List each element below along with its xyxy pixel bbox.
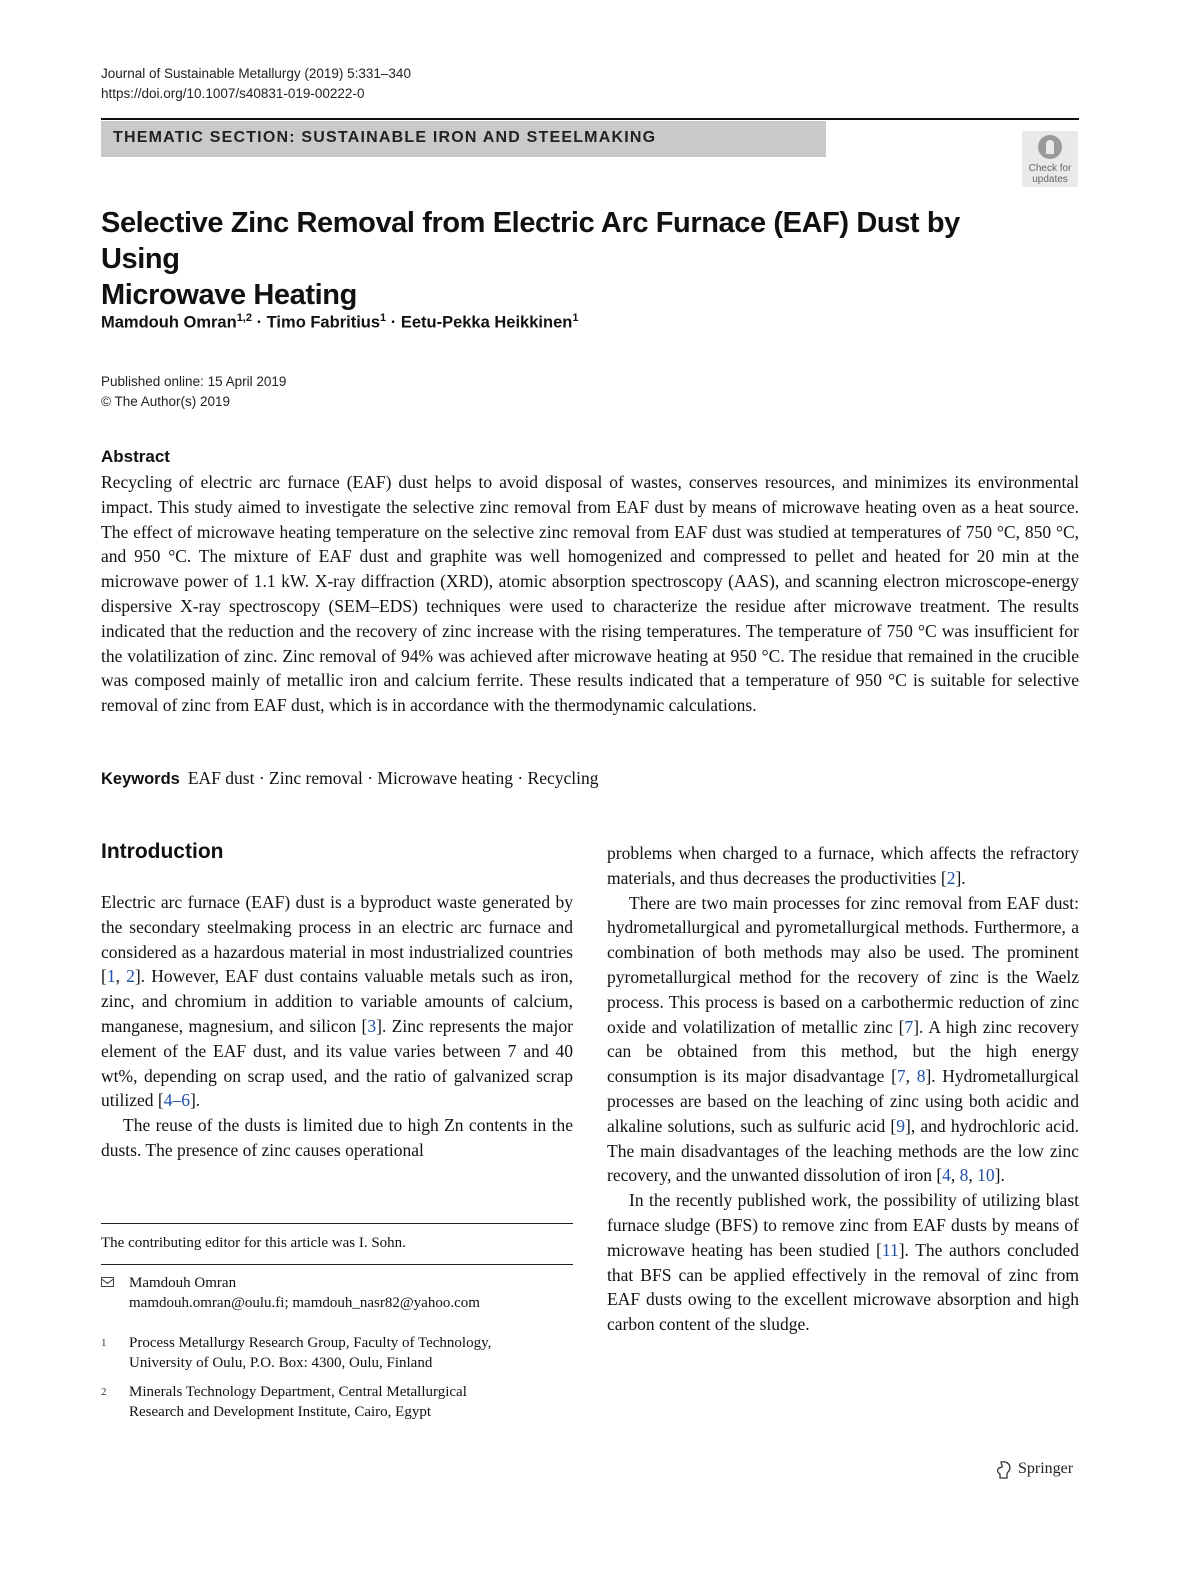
affiliation-line: Minerals Technology Department, Central Metallurgical bbox=[129, 1384, 467, 1400]
journal-citation: Journal of Sustainable Metallurgy (2019) 5:331–340 bbox=[101, 66, 411, 81]
paragraph: The reuse of the dusts is limited due to high Zn contents in the dusts. The presence of zinc causes operational bbox=[101, 1115, 573, 1160]
paragraph: problems when charged to a furnace, which affects the refractory materials, and thus decreases the productivities [2]. bbox=[607, 843, 1079, 888]
publisher-name: Springer bbox=[1018, 1460, 1074, 1477]
keywords-label: Keywords bbox=[101, 770, 180, 788]
affiliation-mark: 2 bbox=[101, 1386, 107, 1398]
author-name[interactable]: Timo Fabritius bbox=[266, 313, 381, 332]
left-column bbox=[101, 890, 573, 1163]
affiliation-line: University of Oulu, P.O. Box: 4300, Oulu, Finland bbox=[129, 1355, 433, 1371]
springer-horse-icon bbox=[995, 1460, 1013, 1480]
corresponding-name: Mamdouh Omran bbox=[129, 1275, 237, 1291]
right-column bbox=[607, 841, 1079, 1337]
author-name[interactable]: Eetu-Pekka Heikkinen bbox=[400, 313, 573, 332]
citation-link[interactable]: 7 bbox=[904, 1016, 914, 1037]
doi-link[interactable]: https://doi.org/10.1007/s40831-019-00222-0 bbox=[101, 86, 365, 101]
affiliation-line: Process Metallurgy Research Group, Faculty of Technology, bbox=[129, 1335, 492, 1351]
abstract-text: Recycling of electric arc furnace (EAF) dust helps to avoid disposal of wastes, conserves resources, and minimizes its environmental impact. This study aimed to investigate the selective zinc removal from EAF dust by means of microwave heating oven as a heat source. The effect of microwave heating temperature on the selective zinc removal from EAF dust was studied at temperatures of 750 °C, 850 °C, and 950 °C. The mixture of EAF dust and graphite was well homogenized and compressed to pellet and heated for 20 min at the microwave power of 1.1 kW. X-ray diffraction (XRD), atomic absorption spectroscopy (AAS), and scanning electron microscope-energy dispersive X-ray spectroscopy (SEM–EDS) techniques were used to characterize the residue after microwave treatment. The results indicated that the reduction and the recovery of zinc increase with the rising temperatures. The temperature of 750 °C was insufficient for the volatilization of zinc. Zinc removal of 94% was achieved after microwave heating at 950 °C. The residue that remained in the crucible was composed mainly of metallic iron and calcium ferrite. These results indicated that a temperature of 950 °C is suitable for selective removal of zinc from EAF dust, which is in accordance with the thermodynamic calculations. bbox=[101, 472, 1079, 716]
paragraph: There are two main processes for zinc removal from EAF dust: hydrometallurgical and pyrometallurgical methods. Furthermore, a combination of both methods may also be used. The prominent pyrometallurgical method for the recovery of zinc is the Waelz process. This process is based on a carbothermic reduction of zinc oxide and volatilization of metallic zinc [7]. A high zinc recovery can be obtained from this method, but the high energy consumption is its major disadvantage [7, 8]. Hydrometallurgical processes are based on the leaching of zinc using both acidic and alkaline solutions, such as sulfuric acid [9], and hydrochloric acid. The main disadvantages of the leaching methods are the low zinc recovery, and the unwanted dissolution of iron [4, 8, 10]. bbox=[607, 892, 1080, 1186]
introduction-heading: Introduction bbox=[101, 840, 224, 863]
author-name[interactable]: Mamdouh Omran bbox=[101, 313, 237, 332]
citation-link[interactable]: 8 bbox=[959, 1165, 969, 1186]
citation-link[interactable]: 2 bbox=[126, 966, 135, 987]
section-label: THEMATIC SECTION: SUSTAINABLE IRON AND STEELMAKING bbox=[113, 129, 657, 146]
check-for-updates-label: Check for updates bbox=[1028, 163, 1072, 185]
author-list: Mamdouh Omran$^{1,2}$ · Timo Fabritius$^1$ · Eetu-Pekka Heikkinen$^1$ bbox=[101, 312, 579, 332]
abstract-heading: Abstract bbox=[101, 447, 170, 466]
bookmark-icon bbox=[1038, 135, 1062, 159]
citation-link[interactable]: 8 bbox=[916, 1066, 926, 1087]
citation-link[interactable]: 11 bbox=[881, 1239, 899, 1260]
affiliation-line: Research and Development Institute, Cairo, Egypt bbox=[129, 1404, 431, 1420]
article-title: Selective Zinc Removal from Electric Arc Furnace (EAF) Dust by Using Microwave Heating bbox=[101, 207, 960, 311]
footnote-rule bbox=[101, 1223, 573, 1224]
author-affiliation: 1,2 bbox=[236, 312, 252, 324]
corresponding-author bbox=[101, 1273, 573, 1313]
citation-link[interactable]: 3 bbox=[367, 1015, 377, 1036]
affiliation-1 bbox=[101, 1333, 573, 1373]
publication-info bbox=[101, 372, 286, 412]
published-date: Published online: 15 April 2019 bbox=[101, 374, 287, 389]
paragraph: In the recently published work, the possibility of utilizing blast furnace sludge (BFS) to remove zinc from EAF dusts by means of microwave heating has been studied [11]. The authors concluded that BFS can be applied effectively in the removal of zinc from EAF dusts owing to the excellent microwave absorption and high carbon content of the sludge. bbox=[607, 1190, 1079, 1335]
author-affiliation: 1 bbox=[380, 312, 387, 324]
citation-link[interactable]: 1 bbox=[106, 966, 116, 987]
affiliation-2 bbox=[101, 1382, 573, 1422]
journal-header bbox=[101, 64, 411, 104]
affiliation-mark: 1 bbox=[101, 1337, 107, 1349]
paragraph: Electric arc furnace (EAF) dust is a byproduct waste generated by the secondary steelmaking process in an electric arc furnace and considered as a hazardous material in most industrialized countries [1, 2]. However, EAF dust contains valuable metals such as iron, zinc, and chromium in addition to variable amounts of calcium, manganese, magnesium, and silicon [3]. Zinc represents the major element of the EAF dust, and its value varies between 7 and 40 wt%, depending on scrap used, and the ratio of galvanized scrap utilized [4–6]. bbox=[101, 892, 573, 1111]
envelope-icon bbox=[101, 1277, 114, 1287]
copyright: © The Author(s) 2019 bbox=[101, 394, 231, 409]
citation-link[interactable]: 4–6 bbox=[163, 1090, 190, 1111]
corresponding-emails[interactable]: mamdouh.omran@oulu.fi; mamdouh_nasr82@yahoo.com bbox=[129, 1295, 480, 1311]
citation-link[interactable]: 7 bbox=[896, 1066, 906, 1087]
section-banner bbox=[101, 121, 826, 157]
citation-link[interactable]: 10 bbox=[977, 1165, 995, 1186]
check-for-updates-badge[interactable] bbox=[1022, 131, 1078, 187]
header-rule bbox=[101, 118, 1079, 120]
citation-link[interactable]: 4 bbox=[942, 1165, 951, 1186]
keywords bbox=[101, 768, 599, 789]
author-affiliation: 1 bbox=[572, 312, 579, 324]
footnote-rule bbox=[101, 1264, 573, 1265]
keywords-list: EAF dust · Zinc removal · Microwave heating · Recycling bbox=[187, 768, 599, 788]
citation-link[interactable]: 9 bbox=[896, 1115, 905, 1136]
editor-note: The contributing editor for this article was I. Sohn. bbox=[101, 1235, 406, 1251]
citation-link[interactable]: 2 bbox=[946, 867, 956, 888]
